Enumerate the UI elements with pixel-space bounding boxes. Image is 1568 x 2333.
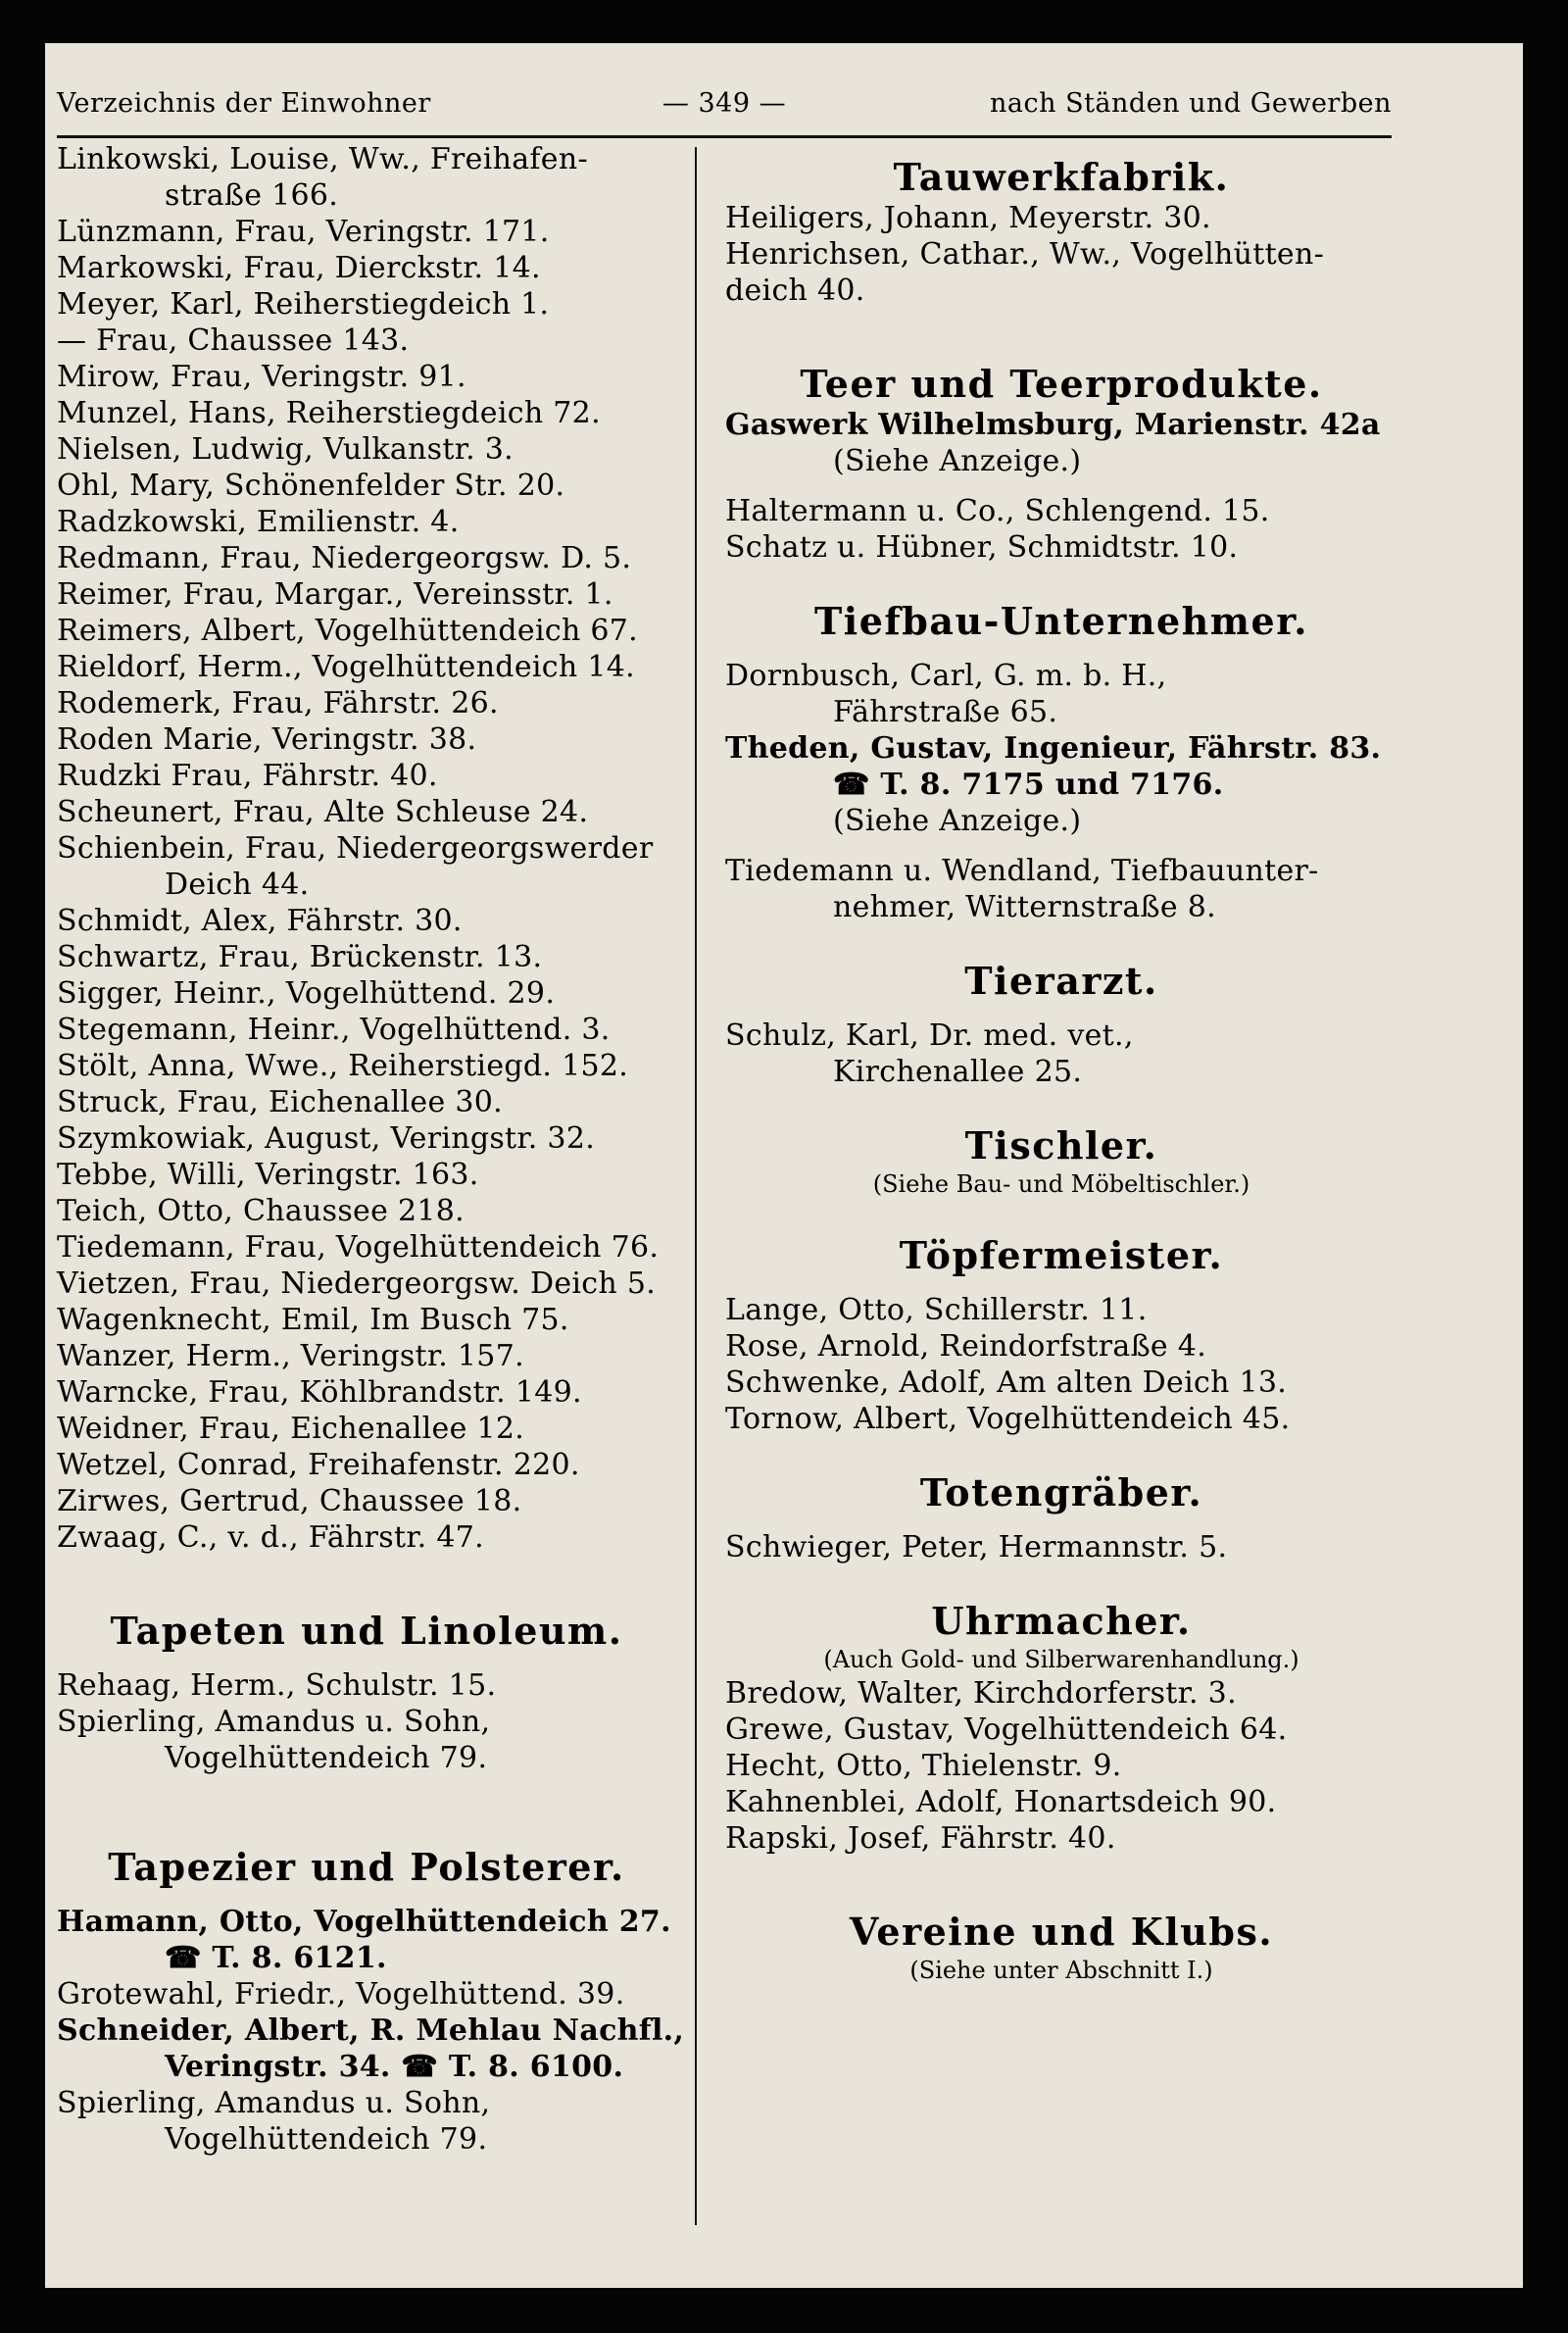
list-item: Dornbusch, Carl, G. m. b. H.,	[725, 659, 1167, 693]
list-item: Tornow, Albert, Vogelhüttendeich 45.	[725, 1402, 1291, 1436]
list-item: deich 40.	[725, 273, 865, 308]
list-item: Wanzer, Herm., Veringstr. 157.	[57, 1339, 524, 1373]
list-item: nehmer, Witternstraße 8.	[833, 890, 1216, 924]
list-item: Haltermann u. Co., Schlengend. 15.	[725, 494, 1270, 528]
list-item: Schwieger, Peter, Hermannstr. 5.	[725, 1530, 1228, 1564]
list-item: Ohl, Mary, Schönenfelder Str. 20.	[57, 469, 565, 503]
page-header	[57, 88, 1392, 127]
list-item: Schneider, Albert, R. Mehlau Nachfl.,	[57, 2013, 685, 2048]
list-item: Vogelhüttendeich 79.	[165, 1741, 488, 1775]
section-heading-tapeten: Tapeten und Linoleum.	[110, 1609, 623, 1653]
list-item: Sigger, Heinr., Vogelhüttend. 29.	[57, 976, 556, 1011]
header-rule	[57, 135, 1392, 138]
header-right-title: nach Ständen und Gewerben	[990, 88, 1392, 119]
list-item: Gaswerk Wilhelmsburg, Marienstr. 42a	[725, 408, 1381, 442]
list-item: Rudzki Frau, Fährstr. 40.	[57, 759, 438, 793]
list-item: Kahnenblei, Adolf, Honartsdeich 90.	[725, 1785, 1277, 1819]
list-item: Reimer, Frau, Margar., Vereinsstr. 1.	[57, 577, 613, 612]
header-left-title: Verzeichnis der Einwohner	[57, 88, 431, 119]
list-item: Lünzmann, Frau, Veringstr. 171.	[57, 215, 550, 249]
list-item: Munzel, Hans, Reiherstiegdeich 72.	[57, 396, 601, 430]
left-column	[57, 141, 685, 2158]
list-item: Reimers, Albert, Vogelhüttendeich 67.	[57, 614, 639, 648]
list-item: Deich 44.	[165, 868, 310, 902]
list-item: Weidner, Frau, Eichenallee 12.	[57, 1412, 525, 1446]
cross-reference: (Siehe unter Abschnitt I.)	[909, 1957, 1213, 1984]
list-item: Tiedemann, Frau, Vogelhüttendeich 76.	[57, 1230, 660, 1265]
list-item: Vogelhüttendeich 79.	[165, 2122, 488, 2157]
list-item: Radzkowski, Emilienstr. 4.	[57, 505, 460, 539]
section-heading-tischler: Tischler.	[964, 1123, 1158, 1167]
see-advert-note: (Siehe Anzeige.)	[833, 444, 1082, 478]
list-item: Hecht, Otto, Thielenstr. 9.	[725, 1749, 1122, 1783]
list-item: Teich, Otto, Chaussee 218.	[57, 1194, 465, 1228]
list-item: Spierling, Amandus u. Sohn,	[57, 2086, 491, 2120]
page-number: — 349 —	[662, 88, 787, 119]
list-item: Wagenknecht, Emil, Im Busch 75.	[57, 1303, 569, 1337]
list-item: Grewe, Gustav, Vogelhüttendeich 64.	[725, 1713, 1288, 1747]
list-item: Fährstraße 65.	[833, 695, 1058, 729]
list-item: Heiligers, Johann, Meyerstr. 30.	[725, 201, 1211, 235]
cross-reference: (Auch Gold- und Silberwarenhandlung.)	[823, 1646, 1299, 1673]
see-advert-note: (Siehe Anzeige.)	[833, 804, 1082, 838]
list-item: Tebbe, Willi, Veringstr. 163.	[57, 1158, 479, 1192]
list-item: Spierling, Amandus u. Sohn,	[57, 1705, 491, 1739]
list-item: Warncke, Frau, Köhlbrandstr. 149.	[57, 1375, 582, 1410]
list-item: Stegemann, Heinr., Vogelhüttend. 3.	[57, 1013, 611, 1047]
list-item: Rapski, Josef, Fährstr. 40.	[725, 1821, 1116, 1856]
list-item: Schwenke, Adolf, Am alten Deich 13.	[725, 1365, 1288, 1400]
phone-number: ☎ T. 8. 6121.	[165, 1941, 387, 1975]
section-heading-vereine: Vereine und Klubs.	[849, 1910, 1274, 1954]
continued-entry-list	[57, 141, 676, 1556]
column-divider	[695, 147, 697, 2225]
list-item: Henrichsen, Cathar., Ww., Vogelhütten-	[725, 237, 1325, 272]
list-item: Grotewahl, Friedr., Vogelhüttend. 39.	[57, 1977, 625, 2011]
list-item: straße 166.	[165, 178, 339, 213]
cross-reference: (Siehe Bau- und Möbeltischler.)	[872, 1170, 1250, 1198]
list-item: Scheunert, Frau, Alte Schleuse 24.	[57, 795, 589, 829]
list-item: — Frau, Chaussee 143.	[57, 323, 410, 358]
list-item: Redmann, Frau, Niedergeorgsw. D. 5.	[57, 541, 632, 575]
list-item: Schienbein, Frau, Niedergeorgswerder	[57, 831, 654, 866]
list-item: Kirchenallee 25.	[833, 1055, 1083, 1089]
list-item: Zwaag, C., v. d., Fährstr. 47.	[57, 1520, 484, 1555]
list-item: Lange, Otto, Schillerstr. 11.	[725, 1293, 1148, 1327]
section-heading-teer: Teer und Teerprodukte.	[800, 362, 1323, 406]
section-heading-tiefbau: Tiefbau-Unternehmer.	[814, 599, 1308, 643]
right-column	[725, 141, 1397, 1986]
list-item: Mirow, Frau, Veringstr. 91.	[57, 360, 466, 394]
list-item: Rose, Arnold, Reindorfstraße 4.	[725, 1329, 1207, 1364]
list-item: Szymkowiak, August, Veringstr. 32.	[57, 1121, 596, 1156]
list-item: Linkowski, Louise, Ww., Freihafen-	[57, 142, 588, 176]
list-item: Schulz, Karl, Dr. med. vet.,	[725, 1018, 1134, 1053]
section-heading-totengraeber: Totengräber.	[919, 1470, 1203, 1514]
section-heading-tauwerk: Tauwerkfabrik.	[893, 155, 1230, 199]
list-item: Hamann, Otto, Vogelhüttendeich 27.	[57, 1905, 671, 1939]
list-item: Struck, Frau, Eichenallee 30.	[57, 1085, 503, 1119]
list-item: Rehaag, Herm., Schulstr. 15.	[57, 1668, 497, 1703]
list-item: Schmidt, Alex, Fährstr. 30.	[57, 904, 463, 938]
list-item: Schwartz, Frau, Brückenstr. 13.	[57, 940, 543, 974]
list-item: Vietzen, Frau, Niedergeorgsw. Deich 5.	[57, 1266, 657, 1301]
section-heading-tapezier: Tapezier und Polsterer.	[108, 1845, 625, 1889]
phone-number: ☎ T. 8. 7175 und 7176.	[833, 768, 1224, 802]
list-item: Veringstr. 34. ☎ T. 8. 6100.	[165, 2050, 624, 2084]
list-item: Schatz u. Hübner, Schmidtstr. 10.	[725, 530, 1239, 565]
section-heading-tierarzt: Tierarzt.	[964, 959, 1158, 1003]
list-item: Markowski, Frau, Dierckstr. 14.	[57, 251, 541, 285]
list-item: Bredow, Walter, Kirchdorferstr. 3.	[725, 1676, 1237, 1711]
list-item: Wetzel, Conrad, Freihafenstr. 220.	[57, 1448, 580, 1482]
section-heading-toepfer: Töpfermeister.	[899, 1233, 1224, 1277]
list-item: Rodemerk, Frau, Fährstr. 26.	[57, 686, 499, 720]
list-item: Rieldorf, Herm., Vogelhüttendeich 14.	[57, 650, 635, 684]
list-item: Stölt, Anna, Wwe., Reiherstiegd. 152.	[57, 1049, 629, 1083]
list-item: Zirwes, Gertrud, Chaussee 18.	[57, 1484, 522, 1518]
list-item: Theden, Gustav, Ingenieur, Fährstr. 83.	[725, 731, 1382, 766]
list-item: Roden Marie, Veringstr. 38.	[57, 722, 477, 757]
list-item: Tiedemann u. Wendland, Tiefbauunter-	[725, 854, 1319, 888]
list-item: Nielsen, Ludwig, Vulkanstr. 3.	[57, 432, 514, 467]
section-heading-uhrmacher: Uhrmacher.	[931, 1599, 1192, 1643]
list-item: Meyer, Karl, Reiherstiegdeich 1.	[57, 287, 550, 322]
